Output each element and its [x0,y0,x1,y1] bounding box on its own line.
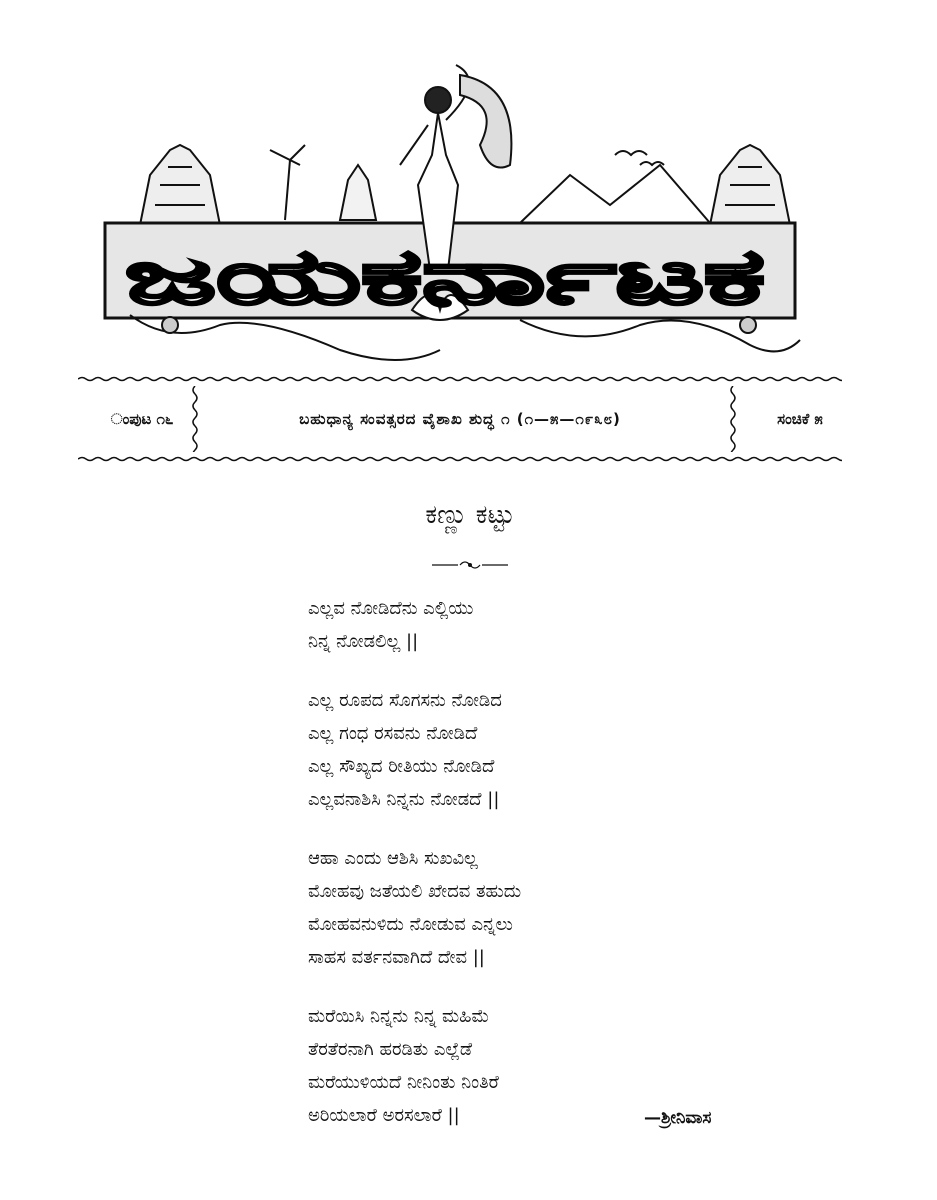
poem-author: —ಶ್ರೀನಿವಾಸ [644,1108,712,1128]
top-rule [78,376,842,382]
poem-line: ಆಹಾ ಎಂದು ಆಶಿಸಿ ಸುಖವಿಲ್ಲ [308,848,478,869]
masthead [100,55,840,375]
poem-line: ಅರಿಯಲಾರೆ ಅರಸಲಾರೆ || [308,1105,460,1126]
divider-left [190,386,200,452]
divider-right [728,386,738,452]
poem-line: ಎಲ್ಲವನಾಶಿಸಿ ನಿನ್ನನು ನೋಡದೆ || [308,789,500,810]
issue-bar [78,386,842,452]
poem-line: ತೆರತೆರನಾಗಿ ಹರಡಿತು ಎಲ್ಲೆಡೆ [308,1039,473,1060]
poem-line: ಎಲ್ಲ ರೂಪದ ಸೊಗಸನು ನೋಡಿದ [308,690,502,711]
volume-number: ಂಪುಟ ೧೬ [110,410,174,428]
poem-line: ಮೋಹವು ಜತೆಯಲಿ ಖೇದವ ತಹುದು [308,881,522,902]
stanza [308,842,728,974]
poem-line: ಎಲ್ಲವ ನೋಡಿದೆನು ಎಲ್ಲಿಯು [308,598,474,619]
poem-line: ಮೋಹವನುಳಿದು ನೋಡುವ ಎನ್ನಲು [308,914,513,935]
poem-line: ಮರೆಯುಳಿಯದೆ ನೀನಿಂತು ನಿಂತಿರೆ [308,1072,499,1093]
issue-date-line: ಬಹುಧಾನ್ಯ ಸಂವತ್ಸರದ ವೈಶಾಖ ಶುದ್ಧ ೧ (೧—೫—೧೯೩೮) [299,410,621,428]
poem-body [308,592,728,1158]
poem-title: ಕಣ್ಣು ಕಟ್ಟು [425,500,515,530]
poem-line: ಎಲ್ಲ ಗಂಧ ರಸವನು ನೋಡಿದೆ [308,723,478,744]
stanza [308,684,728,816]
masthead-title: ಜಯಕರ್ನಾಟಕ [125,232,765,321]
masthead-illustration [100,55,840,375]
title-flourish-ornament [430,558,510,572]
poem-line: ಎಲ್ಲ ಸೌಖ್ಯದ ರೀತಿಯು ನೋಡಿದೆ [308,756,495,777]
poem-line: ಮರೆಯಿಸಿ ನಿನ್ನನು ನಿನ್ನ ಮಹಿಮೆ [308,1006,490,1027]
poem-line: ಸಾಹಸ ವರ್ತನವಾಗಿದೆ ದೇವ || [308,947,485,968]
stanza [308,592,728,658]
poem-line: ನಿನ್ನ ನೋಡಲಿಲ್ಲ || [308,631,419,652]
issue-number: ಸಂಚಿಕೆ ೫ [777,410,823,428]
bottom-rule [78,456,842,462]
